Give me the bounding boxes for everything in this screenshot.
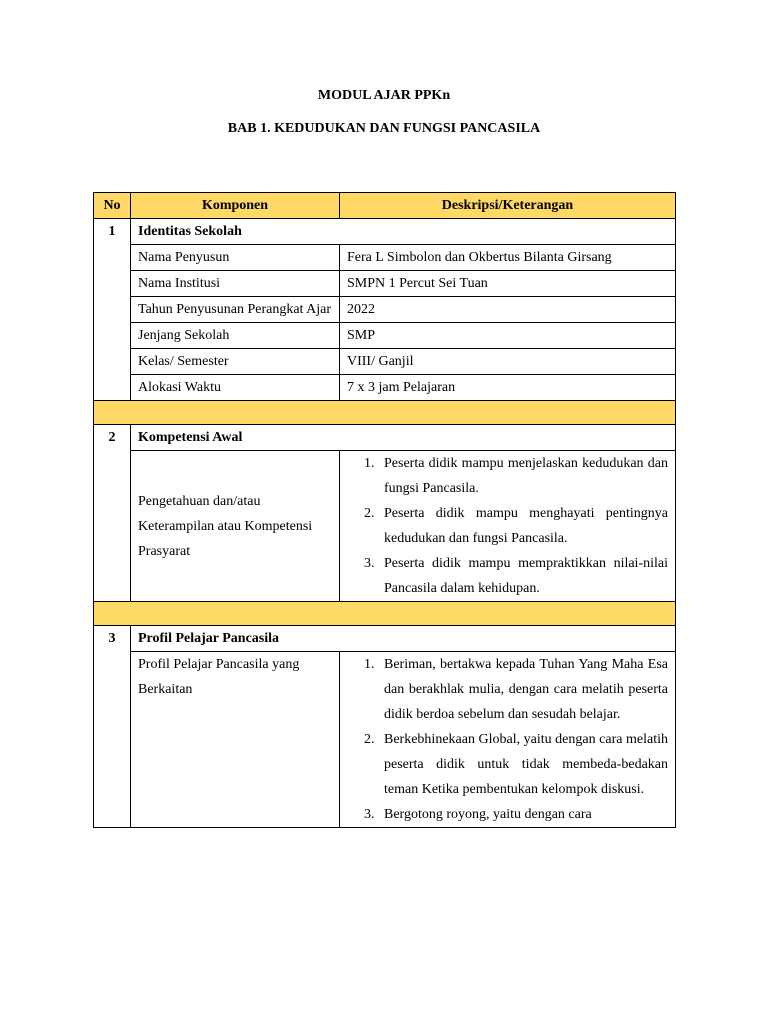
row-label: Tahun Penyusunan Perangkat Ajar	[131, 297, 340, 323]
list-item: 3. Bergotong royong, yaitu dengan cara	[378, 802, 668, 827]
list-item: 2. Peserta didik mampu menghayati pentingnya kedudukan dan fungsi Pancasila.	[378, 501, 668, 551]
table-row	[94, 271, 676, 297]
module-table	[93, 192, 676, 828]
list-item: 1. Beriman, bertakwa kepada Tuhan Yang Maha Esa dan berakhlak mulia, dengan cara melatih peserta didik berdoa sebelum dan sesudah belajar.	[378, 652, 668, 727]
header-no: No	[94, 193, 131, 219]
row-value: 2022	[340, 297, 676, 323]
row-value	[340, 652, 676, 828]
profile-list	[347, 652, 668, 827]
section-1-title: Identitas Sekolah	[131, 219, 676, 245]
row-value: SMP	[340, 323, 676, 349]
section-3-title: Profil Pelajar Pancasila	[131, 626, 676, 652]
competency-list	[347, 451, 668, 601]
section-3-title-row	[94, 626, 676, 652]
list-item: 1. Peserta didik mampu menjelaskan kedudukan dan fungsi Pancasila.	[378, 451, 668, 501]
table-row	[94, 245, 676, 271]
section-1-title-row	[94, 219, 676, 245]
row-label: Nama Penyusun	[131, 245, 340, 271]
section-2-number: 2	[94, 425, 131, 602]
list-item: 2. Berkebhinekaan Global, yaitu dengan cara melatih peserta didik untuk tidak membeda-bedakan teman Ketika pembentukan kelompok diskusi.	[378, 727, 668, 802]
row-value	[340, 451, 676, 602]
row-label: Kelas/ Semester	[131, 349, 340, 375]
row-value: VIII/ Ganjil	[340, 349, 676, 375]
document-subtitle: BAB 1. KEDUDUKAN DAN FUNGSI PANCASILA	[227, 121, 541, 136]
section-3-number: 3	[94, 626, 131, 828]
row-value: SMPN 1 Percut Sei Tuan	[340, 271, 676, 297]
section-separator	[94, 401, 676, 425]
table-row	[94, 652, 676, 828]
row-label: Nama Institusi	[131, 271, 340, 297]
row-value: Fera L Simbolon dan Okbertus Bilanta Girsang	[340, 245, 676, 271]
section-1-number: 1	[94, 219, 131, 401]
header-deskripsi: Deskripsi/Keterangan	[340, 193, 676, 219]
section-2-title: Kompetensi Awal	[131, 425, 676, 451]
table-row	[94, 375, 676, 401]
table-header-row	[94, 193, 676, 219]
row-label: Profil Pelajar Pancasila yang Berkaitan	[131, 652, 340, 828]
row-label: Pengetahuan dan/atau Keterampilan atau Kompetensi Prasyarat	[131, 451, 340, 602]
section-2-title-row	[94, 425, 676, 451]
table-row	[94, 297, 676, 323]
header-komponen: Komponen	[131, 193, 340, 219]
list-item: 3. Peserta didik mampu mempraktikkan nilai-nilai Pancasila dalam kehidupan.	[378, 551, 668, 601]
table-row	[94, 323, 676, 349]
section-separator	[94, 602, 676, 626]
table-row	[94, 451, 676, 602]
row-label: Jenjang Sekolah	[131, 323, 340, 349]
table-row	[94, 349, 676, 375]
row-value: 7 x 3 jam Pelajaran	[340, 375, 676, 401]
document-title: MODUL AJAR PPKn	[317, 88, 451, 103]
row-label: Alokasi Waktu	[131, 375, 340, 401]
